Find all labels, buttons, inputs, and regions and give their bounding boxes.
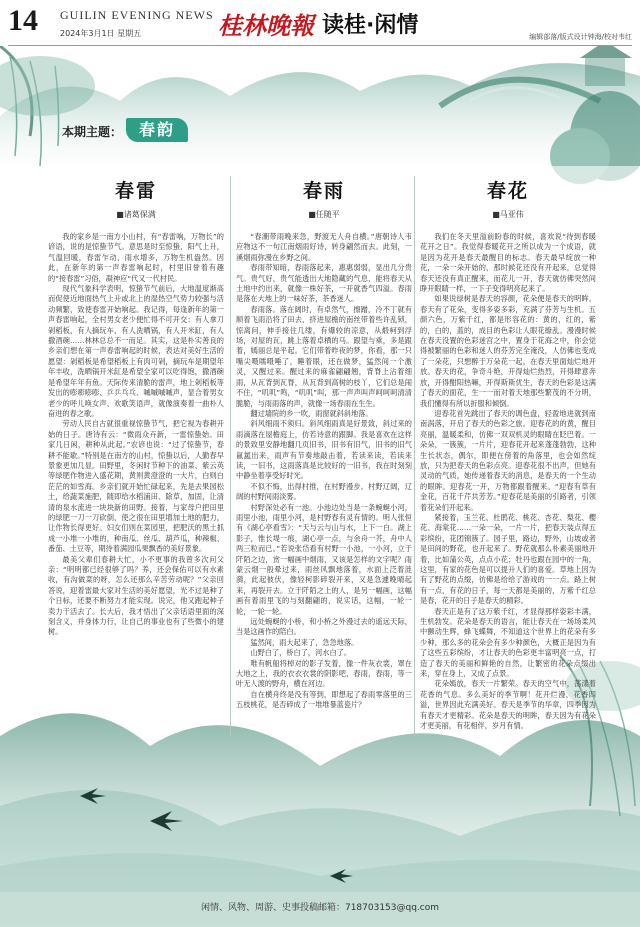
article-body bbox=[236, 232, 412, 711]
paragraph: 紧接着，玉兰花、杜鹃花、桃花、杏花、梨花、樱花、海棠花……一朵一朵，一片一片，把春天装点得五彩缤纷，花团锦簇了。园子里，路边，野外，山坡或者是田间的野花，也开起来了。野花就那么朴素美丽地开着，比如蒲公英，点点小花；牡丹也跟在园中的一角，这里，有家的花色是可以提升人们的喜爱。草地上因为有了野花的点缀，彷佛是给给了游戏的一一点。路上树有一点，有花的日子，每一天都是美丽的，万紫千红总是春，花开的日子是春天的精彩。 bbox=[420, 512, 596, 606]
paragraph: 现代气象科学表明，惊蛰节气前后，大地温度渐高而促使近地面热气上升或北上的湿热空气势力较强与活动频繁，致使春雷开始响起。我记得，每逢新年的第一声春雷响起，全村男女老少便忙得不可开交：有人拿刀剁稻板，有人摘玩车，有人洗晒锅，有人开米缸，有人撒酒碗……林林总总不一而足。其实，这是朴实善良的乡亲们想在第一声春雷响起的时候，表达对美好生活的愿望：剁稻板是希望稻板上有肉可剁，摘玩车是期望年年丰收，洗晒锅开米缸是希望全家可以吃得饱，撒酒碗是希望年年有鱼。天际传来清脆的雷声，地上剁稻板等发出的嘭嘭嘭嘭、乒乒乓乓、嘁嘁嘁嘁声，显合着男女老少的呼儿唤女声、欢歌笑语声，就像演奏着一曲朴人奋进的春之歌。 bbox=[48, 284, 224, 418]
paragraph: 山野白了，桥白了，河水白了。 bbox=[250, 648, 352, 658]
paper-name: GUILIN EVENING NEWS bbox=[60, 8, 214, 22]
column-divider bbox=[414, 176, 415, 736]
article-title: 春雷 bbox=[114, 180, 157, 202]
paragraph: 最美父辈们春耕大忙，小不更事的我曾多次问父亲：“明明都已经很够了吗？养，还会保佑可以有水素收，有沟做菜的呀，怎么还那么辛苦劳动呢？”父亲回答说，迎着雷最大家对生活的美好愿望，光不过是种了个日标，还要不断努力才能实现。说完，他又跑起种子卖力干活去了。长大后，我才悟出了父亲话语里面的深刻含义，并身体力行，让自己的事业也有了些微小的建树。 bbox=[48, 554, 224, 637]
section-title: 读桂·闲情 bbox=[322, 13, 419, 38]
paragraph: 斜风细雨不须归。斜风细雨真是好景致，斜过来的雨滴落在屋檐庭上，仿若诗意的跟脚。我是喜欢在这样的景致里安静地翻几页旧书，旧书有旧气，旧书的旧气氤氲出来，雨声有节奏地敲击着，若读来读，若读来读，一旧书，这雨落真是比较好的一旧书，我在时刻刻中静坐着享受好时光。 bbox=[236, 419, 412, 481]
column-divider bbox=[230, 176, 231, 736]
paragraph: 唯有帆船将棹对的影子发着，像一件灰衣裳，罩在大地之上，我的衣衣衣裳的阴影吧，春雨，春雨，等一叶无人渡的野舟，横在河边。 bbox=[236, 658, 412, 689]
article-spring-rain bbox=[236, 176, 412, 711]
article-title: 春雨 bbox=[302, 180, 345, 202]
paragraph: 春雨带知暗，春雨落起来，惠惠弱弱，显出几分贵气。贵气好，贵气能透出大地隐藏的气息，能将春天从土地中约出来，就像一株好茶，一开就香气四溢。春雨是落在大地上的一味好茶，茶香迷人。 bbox=[236, 263, 412, 304]
newspaper-logo: 桂林晚報 bbox=[218, 11, 314, 40]
paragraph: 劳动人民自古就很重视惊蛰节气，把它视为春耕开始的日子。唐诗有云：“微雨众卉新，一雷惊蛰始。田家几日闲，耕种从此起。”农谚也说：“过了惊蛰节，春耕不能歇。”特别是在南方的山村，惊蛰以后，人勤春早景象更加几显。田野里，冬闲时节种下的油菜、紫云英等绿肥作物进入盛花期，黄则黄澄澄的一大片，白则白茫茫的如雪海。乡亲们就开始忙碌起来，先是去果园松土，给蔬菜施肥，随即给水稻浦田、除草，加固，让清清的泉水流进一块块新的田野。接着，与家母户把田里的绿肥一刀一刀砍倒，使之很在田里增加土地的肥力，让作物长得更好。妇女们则在菜园里，把肥沃的黑土抓成一小堆一小堆的，种南瓜、丝瓜、葫芦瓜，种辣椒、番茄、土豆等，期待着满园瓜果飘香的美好景象。 bbox=[48, 419, 224, 554]
article-title: 春花 bbox=[486, 180, 529, 202]
paragraph: 翻过墙院的乡一吹，雨窗就斜斜地落。 bbox=[250, 408, 373, 418]
page-header bbox=[0, 0, 640, 46]
far-mountains bbox=[0, 63, 640, 166]
paragraph: 迎春花首先跳出了春天的调色盘，轻盈地进就到南南涡落，开启了春天的色彩之旅。迎春花的的黄，醒目亮丽，温暖柔和，仿佛一双双机灵的眼睛在眨巴着。一朵朵，一簇簇，一片片，迎春花开起来蓬蓬勃勃，这种生长状态，偶尔，即便在傍着的角落里，也会如然绽放，只为把春天的色彩点亮。迎春花很不出声，但她有灵动的气质，她传递着春天的消息，是春天的一个生动的眼眸。迎春花一开，万物都跟着醒来。“迎春有草有金花，百花千芹共芳芳。”迎春花是美丽的引路者，引领着花朵们开起来。 bbox=[420, 408, 596, 512]
paragraph: 春雨落。落在阔时，有卓然气，擦蹭，冷不丁就有顺着飞雨沿将了田去，挤进屋檐的南丝带着些许乱锁，惊离问，伸手接住几缕，有爆较的凉意，从煅柯到浮场，对屋的瓦，跳上落着卓栖的马。跟望与乘，多是跟着，嫣丽总是平起。它们带着昨夜的梦，你看，那一只嘴尖嗫嚅嗫唾了，睡着眼，还在做梦，猛然间一个激灵，又醒过来。醒过来的麻雀翩翩翘，背脊上沾着细雨，从瓦背到瓦脊，从瓦背到高树的枝丫，它们总是闹不住，“叽叽”鸣，“叽叽”叫，那一声声叫声呵呵呵清清脆脆，与雨雨落的声，就像一场春雨在生生。 bbox=[236, 304, 412, 408]
paragraph: 我的家乡是一南方小山村，有“春雷响，万物长”的谚语，说的是惊蛰节气。意思是时至惊蛰，阳气上升，气温回暖，春雷乍动，雨水增多，万物生机盎然。因此，在新年的第一声春雷响起时，村里旧誉着有趣的“接春雷”习俗，凝神应“代又一代村民。 bbox=[48, 232, 224, 283]
theme-label: 本期主题： bbox=[62, 125, 123, 139]
paragraph: 花朵嫣放，春天一片繁荣。春天的空气中，荡漾着花香的气息。多么美好的季节啊！花开烂漫，花香四溢，世界因此充满美好。春天是季节的华章，四季因为有春天才更精彩。花朵是春天的明眸，春天因为有花朵才更美丽，有花相伴，岁月有情。 bbox=[420, 679, 596, 731]
article-spring-thunder bbox=[48, 176, 224, 638]
article-spring-flowers bbox=[420, 176, 596, 732]
article-author: ■任随平 bbox=[308, 210, 340, 219]
article-body bbox=[420, 232, 596, 732]
submission-email-line: 闲情、风物、周游、史事投稿邮箱：718703153@qq.com bbox=[200, 903, 440, 913]
paragraph: 我们在冬天里溢前盼春的时候，喜欢说“待到春暖花开之日”。我觉得春暖花开之所以成为一个成语，就是因为花开是春天最醒目的标志。春天最早绽放一种花，一朵一朵开始的，那时候花还没有开起来，总觉得春天还没有真正醒来，而花儿一开，春天就仿佛突然间睁开眼睛一样，一下子变得明亮起来了。 bbox=[420, 232, 596, 294]
paragraph: 春天正是有了这万紫千红，才显得那样姿彩丰满，生机勃发。花朵是春天的语言，能让春天在一场场柔风中颤动生辉，蜂飞蝶舞，不知道这个世界上的花朵有多少种，那么多的花朵会有多少种颜色，大概正是因为有了这些五彩缤纷，才让春天的色彩更丰富明亮一点，打造了春天的美丽和鲜艳的自然，让繁密的花朵点缀出来，穿在身上，又成了点景。 bbox=[420, 606, 596, 679]
page-number: 14 bbox=[8, 4, 38, 37]
paragraph: “春潮带雨晚来急，野渡无人舟自横。”唐朝诗人韦应物这不一句江南烟雨好诗，转身翩然而去。此刻，一溪烟雨弥漫在乡野之间。 bbox=[236, 232, 412, 262]
article-author: ■诸葛保满 bbox=[116, 210, 156, 219]
paragraph: 自在横舟终是没有等到，即想起了春雨零落里的三五枝桃花，是否碎成了一堆堆暴蓝瓷片？ bbox=[236, 689, 412, 710]
article-author: ■马亚伟 bbox=[492, 210, 524, 219]
issue-date: 2024年3月1日 星期五 bbox=[60, 29, 142, 38]
paragraph: 猛然间，雨大起来了，急急地落。 bbox=[250, 637, 359, 647]
paragraph: 如果说绿树是春天的容颜，花朵便是春天的明眸。春天有了花朵，变得多姿多彩，充满了芬芳与生机。五颜六色，万紫千红，都是形容花的：黄的，红的，紫的，白的，蓝的，成目的色彩让人眼花缭乱。漫漫时候在春天没置的色彩迷宫之中，置身于花海之中，你会觉得被繁丽的色彩和迷人的芬芳完全淹没，人仿佛也变成了一朵花，只想醉于万朵花一起，在春天里面灿烂地开放。春天的花，争奇斗艳，开得灿烂热烈，开得肆意奔放，开得酣阳热嘛，开得斯斯优生，春天的色彩是这满了春天的面花，生一一而对着天地那些繁茂的不分明，我们懂得有所以折服和倾倒。 bbox=[420, 294, 596, 408]
paragraph: 村野深处必有一池。小池边处当是一条蜿蜒小河，雨里小池，雨里小河，是村野春有灵有情的。明人张恒有《湖心亭看雪》：“天与云与山与水，上下一白。湖上影子，惟长堤一痕，湖心亭一点，与余舟一芥，舟中人两三粒而已。”若说张岱看有村野一小池，一小河，立于阡陌之边，赏一幅画中烟雨，又该是怎样的文字呢？雨蒙云烟一般晕过来，雨丝风飘地落着，水面上泛着涟漪，此起彼伏，像轻柯影碎裂开来，又是急遽晚晴起来，再裂开去。立于阡陌之上的人，是另一幅画，这幅画有着雨里飞的与刻翻翩的，说实话，这幅，一轮一轮，一轮一轮。 bbox=[236, 502, 412, 616]
editor-credits: 编辑部落/版式设计钟海/校对韦红 bbox=[529, 33, 632, 41]
paragraph: 远处蜿蜒的小桥，和小桥之外漫过去的遥远天际，当是这画作的陪白。 bbox=[236, 617, 412, 637]
article-body bbox=[48, 232, 224, 638]
theme-badge: 春韵 bbox=[126, 118, 188, 142]
paragraph: 不似不悔，出得村推，在村野漫步。村野辽阔，辽阔的村野间雨淡雾。 bbox=[236, 481, 412, 502]
